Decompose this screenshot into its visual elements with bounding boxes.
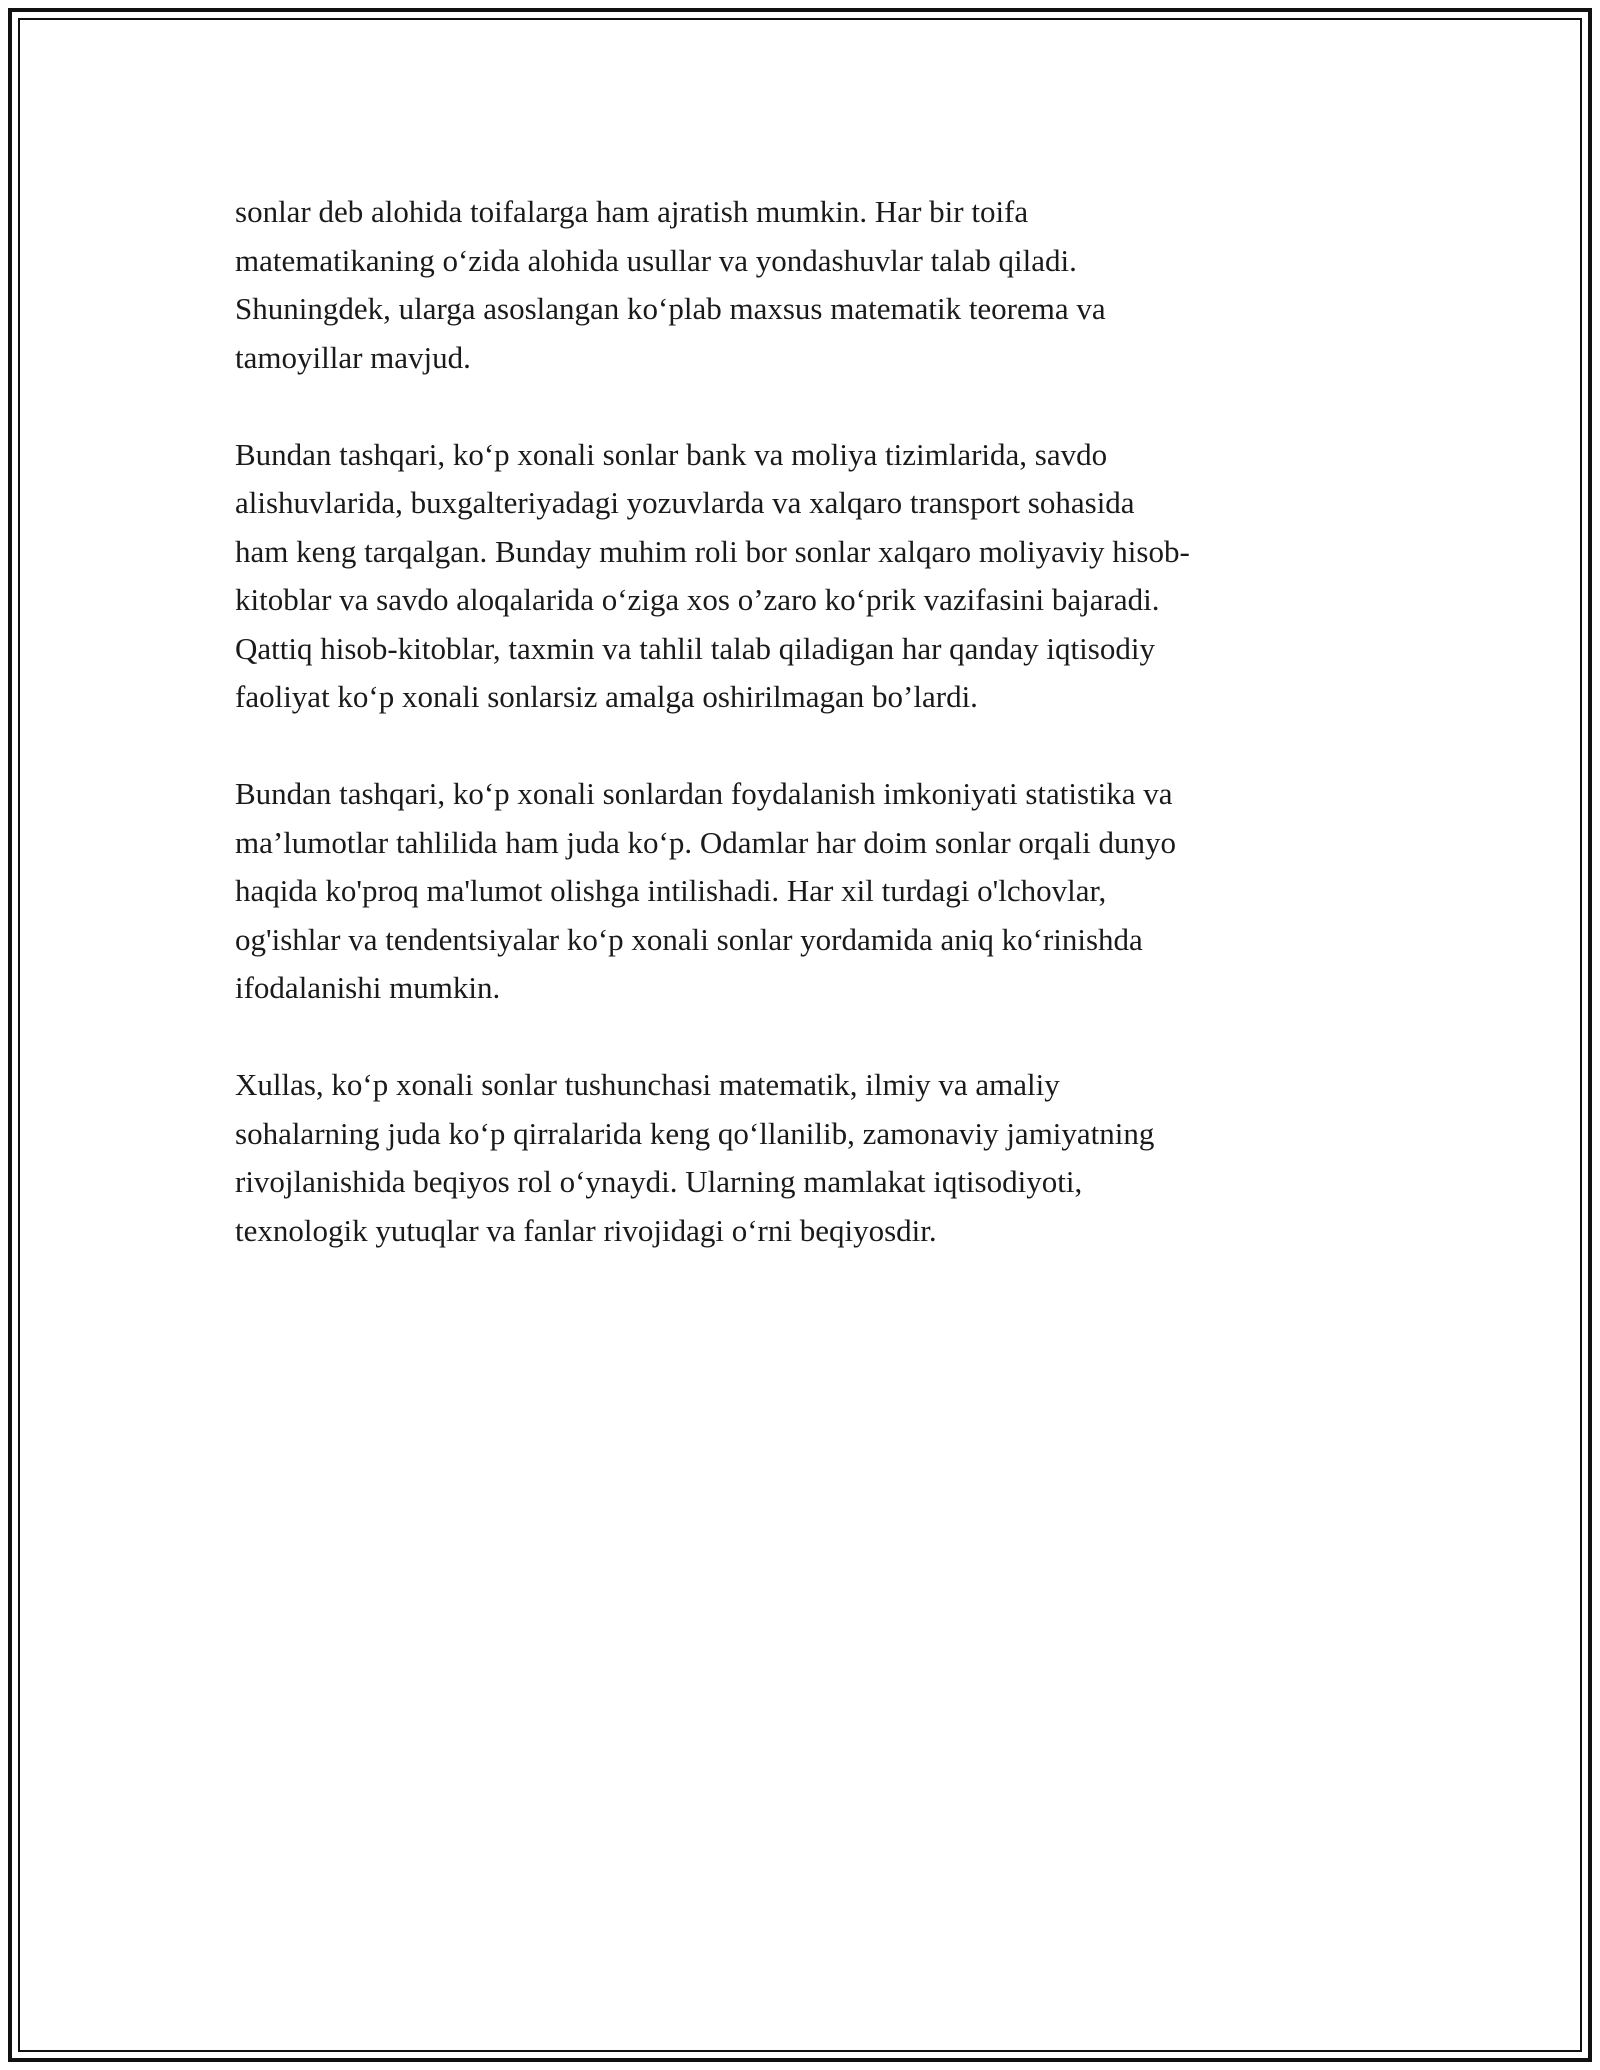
paragraph-2 — [235, 431, 1375, 722]
text-line: matematikaning o‘zida alohida usullar va yondashuvlar talab qiladi. — [235, 242, 1077, 278]
text-line: alishuvlarida, buxgalteriyadagi yozuvlarda va xalqaro transport sohasida — [235, 485, 1135, 520]
paragraph-3 — [235, 770, 1375, 1013]
text-line: ifodalanishi mumkin. — [235, 970, 501, 1005]
text-line: faoliyat ko‘p xonali sonlarsiz amalga oshirilmagan bo’lardi. — [235, 679, 978, 714]
text-line: ham keng tarqalgan. Bunday muhim roli bor sonlar xalqaro moliyaviy hisob- — [235, 533, 1190, 569]
paragraph-4 — [235, 1061, 1375, 1255]
text-line: sonlar deb alohida toifalarga ham ajratish mumkin. Har bir toifa — [235, 194, 1029, 229]
text-line: haqida ko'proq ma'lumot olishga intilishadi. Har xil turdagi o'lchovlar, — [235, 873, 1107, 908]
paragraph-1 — [235, 188, 1375, 382]
text-line: sohalarning juda ko‘p qirralarida keng qo‘llanilib, zamonaviy jamiyatning — [235, 1115, 1155, 1151]
text-line: rivojlanishida beqiyos rol o‘ynaydi. Ularning mamlakat iqtisodiyoti, — [235, 1164, 1083, 1199]
text-line: ma’lumotlar tahlilida ham juda ko‘p. Odamlar har doim sonlar orqali dunyo — [235, 824, 1176, 860]
text-line: Bundan tashqari, ko‘p xonali sonlardan foydalanish imkoniyati statistika va — [235, 776, 1173, 811]
text-line: kitoblar va savdo aloqalarida o‘ziga xos o’zaro ko‘prik vazifasini bajaradi. — [235, 582, 1160, 617]
text-line: Xullas, ko‘p xonali sonlar tushunchasi matematik, ilmiy va amaliy — [235, 1067, 1060, 1102]
text-line: Shuningdek, ularga asoslangan ko‘plab maxsus matematik teorema va — [235, 291, 1106, 326]
text-line: Qattiq hisob-kitoblar, taxmin va tahlil talab qiladigan har qanday iqtisodiy — [235, 630, 1155, 666]
document-body — [235, 188, 1375, 1304]
text-line: texnologik yutuqlar va fanlar rivojidagi o‘rni beqiyosdir. — [235, 1212, 937, 1248]
text-line: og'ishlar va tendentsiyalar ko‘p xonali sonlar yordamida aniq ko‘rinishda — [235, 921, 1143, 957]
text-line: Bundan tashqari, ko‘p xonali sonlar bank va moliya tizimlarida, savdo — [235, 436, 1108, 472]
text-line: tamoyillar mavjud. — [235, 339, 471, 375]
